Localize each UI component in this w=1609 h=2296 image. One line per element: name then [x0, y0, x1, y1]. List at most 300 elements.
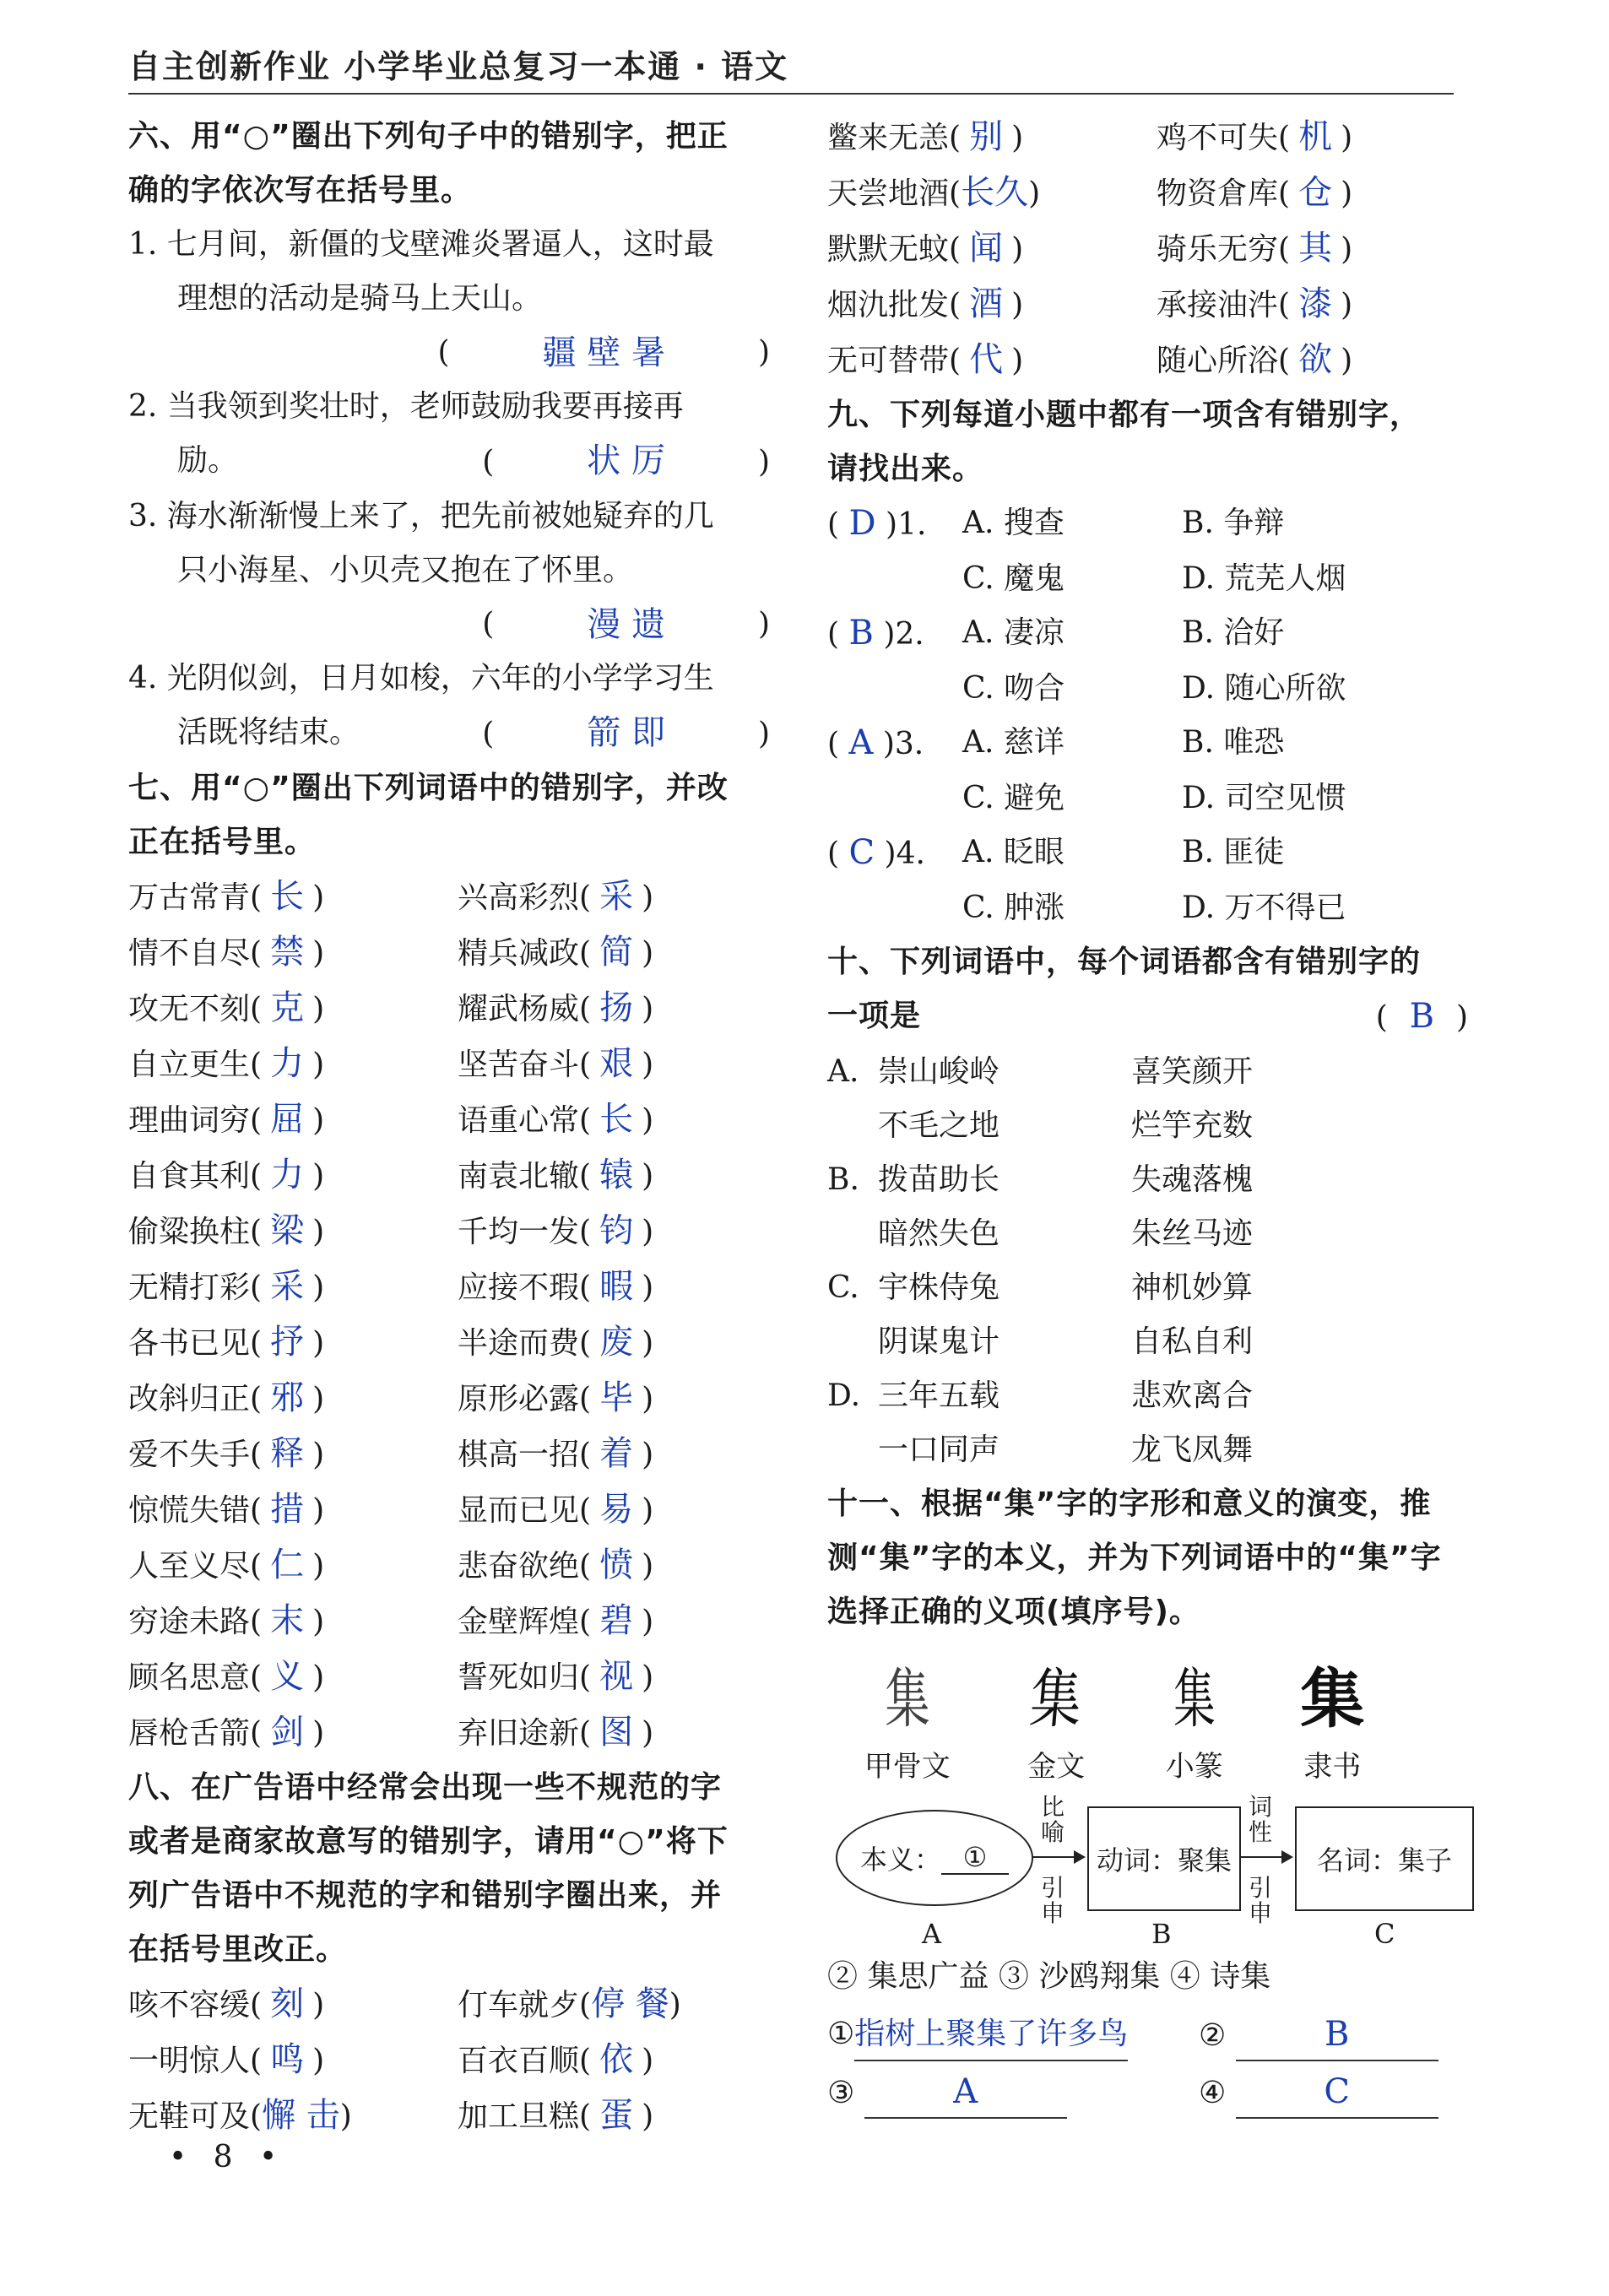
word: 情不自尽 — [128, 936, 251, 971]
script-label: 隶书 — [1303, 1750, 1362, 1784]
script-label: 小篆 — [1165, 1750, 1223, 1784]
script-label: 甲骨文 — [864, 1750, 951, 1784]
word-pair: 自食其利( 力 ) — [128, 1148, 458, 1204]
correction-answer[interactable]: 懈 击 — [262, 2096, 340, 2135]
mc-answer[interactable]: A — [848, 723, 874, 762]
arrow-2-head — [1281, 1850, 1293, 1864]
mc-option-a: A. 慈详 — [962, 725, 1065, 760]
correction-answer[interactable]: 抒 — [270, 1323, 305, 1362]
section-9 — [827, 388, 1469, 935]
word-pair: 无鞋可及(懈 击) — [128, 2088, 458, 2144]
word: 自食其利 — [128, 1159, 251, 1194]
correction-answer[interactable]: 仓 — [1298, 173, 1333, 212]
mc-answer-paren: ( A )3. — [827, 723, 924, 762]
correction-answer[interactable]: 易 — [599, 1490, 634, 1529]
option-word: 烂竽充数 — [1131, 1108, 1254, 1143]
word: 爱不失手 — [128, 1438, 251, 1472]
word: 各书已见 — [128, 1326, 251, 1361]
page-number: • 8 • — [169, 2140, 286, 2174]
s6-item-1 — [128, 218, 770, 380]
section-10-title-2: 一项是 ( B ) — [827, 989, 1469, 1045]
s6-answer[interactable]: 疆 壁 暑 — [542, 333, 665, 372]
correction-answer[interactable]: 艰 — [599, 1044, 634, 1083]
mc-number: 3. — [894, 727, 924, 761]
correction-answer[interactable]: 毕 — [599, 1378, 634, 1417]
mc-answer-paren: ( C )4. — [827, 833, 925, 872]
arrow-1-label — [1038, 1795, 1067, 1926]
word-pair: 改斜归正( 邪 ) — [128, 1371, 458, 1427]
page-header: 自主创新作业 小学毕业总复习一本通 · 语文 — [128, 48, 789, 85]
mc-option-c: C. 吻合 — [962, 671, 1065, 706]
section-9-title-2: 请找出来。 — [827, 452, 984, 486]
arrow-label-char: 申 — [1040, 1899, 1065, 1927]
option-row-2 — [827, 1423, 1469, 1477]
word-pair: 仃车就歺(停 餐) — [458, 1977, 770, 2033]
correction-answer[interactable]: 仁 — [270, 1546, 305, 1584]
word: 语重心常 — [458, 1103, 580, 1138]
s10-option-list — [827, 1045, 1469, 1477]
word-pair: 承接油汼( 漆 ) — [1157, 277, 1469, 333]
option-letter: C. — [827, 1270, 859, 1305]
answer-num: ③ — [827, 2076, 855, 2110]
node-b-label: 动词：聚集 — [1096, 1844, 1232, 1876]
answer-num: ① — [827, 2017, 855, 2051]
word: 默默无蚊 — [827, 232, 950, 267]
section-10-title-2-text: 一项是 — [827, 999, 922, 1033]
mc-question-row — [827, 826, 1469, 881]
word-pair: 物资倉库( 仓 ) — [1157, 165, 1469, 221]
option-word: 自私自利 — [1131, 1324, 1254, 1359]
word: 耀武杨威 — [458, 992, 580, 1026]
mc-question-row — [827, 496, 1469, 552]
word-pair: 精兵减政( 简 ) — [458, 925, 770, 981]
correction-answer[interactable]: 愤 — [599, 1546, 634, 1584]
word-pair: 爱不失手( 释 ) — [128, 1427, 458, 1482]
correction-answer[interactable]: 欲 — [1298, 340, 1333, 379]
mc-answer-paren: ( D )1. — [827, 504, 927, 543]
section-8 — [128, 1761, 770, 2144]
word: 无可替带 — [827, 344, 950, 378]
option-word: 喜笑颜开 — [1131, 1054, 1254, 1089]
word-pair: 耀武杨威( 扬 ) — [458, 981, 770, 1037]
word: 棋高一招 — [458, 1438, 580, 1472]
word-pair: 顾名思意( 义 ) — [128, 1649, 458, 1705]
correction-answer[interactable]: 闻 — [969, 229, 1004, 268]
mc-option-c: C. 魔鬼 — [962, 561, 1065, 596]
word: 人至义尽 — [128, 1549, 251, 1584]
correction-answer[interactable]: 代 — [969, 340, 1004, 379]
mc-option-b: B. 洽好 — [1182, 615, 1285, 650]
correction-answer[interactable]: 力 — [270, 1156, 305, 1194]
answer-num: ④ — [1199, 2076, 1227, 2110]
option-row-2 — [827, 1099, 1469, 1153]
correction-answer[interactable]: 长久 — [961, 173, 1029, 212]
mc-number: 1. — [897, 507, 927, 542]
letter-b: B — [1151, 1918, 1172, 1950]
option-word: 悲欢离合 — [1131, 1378, 1254, 1413]
word-pair: 金壁辉煌( 碧 ) — [458, 1594, 770, 1649]
word-pair: 骑乐无穷( 其 ) — [1157, 221, 1469, 277]
word: 显而已见 — [458, 1493, 580, 1528]
word-pair: 千均一发( 钧 ) — [458, 1204, 770, 1259]
correction-answer[interactable]: 梁 — [270, 1211, 305, 1250]
section-7-title-2: 正在括号里。 — [128, 825, 317, 859]
word: 精兵减政 — [458, 936, 580, 971]
word: 应接不瑕 — [458, 1270, 580, 1305]
s6-item-4 — [128, 652, 770, 761]
s6-item-text-2: 理想的活动是骑马上天山。 — [177, 281, 543, 316]
correction-answer[interactable]: 刻 — [270, 1985, 305, 2023]
correction-answer[interactable]: 钧 — [599, 1211, 634, 1250]
mc-option-c: C. 避免 — [962, 781, 1065, 815]
section-6-title-1: 六、用“○”圈出下列句子中的错别字，把正 — [128, 119, 729, 154]
word: 坚苦奋斗 — [458, 1048, 580, 1082]
word: 骑乐无穷 — [1157, 232, 1279, 267]
mc-answer[interactable]: B — [848, 614, 874, 653]
s6-item-text-1: 4. 光阴似剑，日月如梭，六年的小学学习生 — [128, 661, 714, 696]
section-8-title-1: 八、在广告语中经常会出现一些不规范的字 — [128, 1770, 723, 1805]
mc-option-b: B. 争辩 — [1182, 506, 1285, 540]
right-column — [827, 110, 1469, 2119]
word-pair: 语重心常( 长 ) — [458, 1092, 770, 1148]
word-pair: 默默无蚊( 闻 ) — [827, 221, 1157, 277]
script-glyph: 集 — [1173, 1661, 1216, 1736]
correction-answer[interactable]: 依 — [599, 2040, 634, 2079]
word: 加工旦糕 — [458, 2099, 580, 2134]
word: 万古常青 — [128, 880, 251, 915]
arrow-label-char: 比 — [1040, 1793, 1065, 1821]
word: 无鞋可及 — [128, 2099, 251, 2134]
correction-answer[interactable]: 屈 — [270, 1100, 305, 1139]
s6-answer[interactable]: 箭 即 — [587, 713, 665, 752]
correction-answer[interactable]: 采 — [270, 1267, 305, 1306]
left-column — [128, 110, 770, 2144]
word-pair: 兴高彩烈( 采 ) — [458, 869, 770, 925]
correction-answer[interactable]: 剑 — [270, 1713, 305, 1752]
word-pair: 应接不瑕( 暇 ) — [458, 1259, 770, 1315]
correction-answer[interactable]: 末 — [270, 1601, 305, 1640]
mc-option-b: B. 唯恐 — [1182, 725, 1285, 760]
mc-number: 4. — [896, 837, 925, 871]
arrow-label-char: 喻 — [1040, 1818, 1065, 1846]
s6-item-3 — [128, 490, 770, 652]
word: 唇枪舌箭 — [128, 1716, 251, 1751]
section-9-title-1: 九、下列每道小题中都有一项含有错别字， — [827, 398, 1422, 432]
mc-option-d: D. 随心所欲 — [1182, 671, 1346, 706]
word: 千均一发 — [458, 1215, 580, 1249]
word-pair: 棋高一招( 着 ) — [458, 1427, 770, 1482]
option-word: 阴谋鬼计 — [878, 1324, 1000, 1359]
mc-answer-paren: ( B )2. — [827, 614, 924, 653]
option-row — [827, 1261, 1469, 1315]
option-letter: D. — [827, 1378, 861, 1413]
option-word: 失魂落槐 — [1131, 1162, 1254, 1197]
arrow-2-label — [1246, 1795, 1275, 1926]
s8-word-grid — [128, 1977, 770, 2144]
word-pair: 百衣百顺( 依 ) — [458, 2033, 770, 2088]
word-pair: 唇枪舌箭( 剑 ) — [128, 1705, 458, 1761]
word: 烟氿批发 — [827, 288, 950, 322]
mc-option-a: A. 搜查 — [962, 506, 1065, 540]
s6-item-text-2: 只小海星、小贝壳又抱在了怀里。 — [177, 553, 634, 588]
s6-answer[interactable]: 状 厉 — [587, 441, 665, 480]
section-8-title-2: 或者是商家故意写的错别字，请用“○”将下 — [128, 1824, 729, 1859]
word-pair: 鸡不可失( 机 ) — [1157, 110, 1469, 165]
word: 兴高彩烈 — [458, 880, 580, 915]
correction-answer[interactable]: 着 — [599, 1434, 634, 1473]
answer-blank[interactable]: C — [1236, 2066, 1438, 2119]
s6-item-text-1: 2. 当我领到奖壮时，老师鼓励我要再接再 — [128, 389, 684, 424]
answer-blank[interactable]: 指树上聚集了许多鸟 — [854, 2009, 1128, 2061]
correction-answer[interactable]: 视 — [599, 1657, 634, 1696]
correction-answer[interactable]: 漆 — [1298, 284, 1333, 323]
word-pair: 随心所浴( 欲 ) — [1157, 333, 1469, 388]
arrow-label-char: 引 — [1040, 1874, 1065, 1902]
s7-word-grid — [128, 869, 770, 1761]
letter-a: A — [922, 1918, 942, 1950]
word: 理曲词穷 — [128, 1103, 251, 1138]
word-pair: 理曲词穷( 屈 ) — [128, 1092, 458, 1148]
word-pair: 原形必露( 毕 ) — [458, 1371, 770, 1427]
word-pair: 无可替带( 代 ) — [827, 333, 1157, 388]
word-pair: 咳不容缓( 刻 ) — [128, 1977, 458, 2033]
correction-answer[interactable]: 释 — [270, 1434, 305, 1473]
section-10 — [827, 935, 1469, 1477]
answer-num: ② — [1199, 2018, 1227, 2053]
word: 鳖来无恙 — [827, 121, 950, 155]
script-evolution-row — [827, 1653, 1401, 1788]
word-pair: 鳖来无恙( 别 ) — [827, 110, 1157, 165]
diagram-node-b — [1087, 1806, 1241, 1911]
script-form — [1300, 1653, 1364, 1788]
mc-question-row — [827, 716, 1469, 772]
word-pair: 悲奋欲绝( 愤 ) — [458, 1538, 770, 1594]
diagram-node-a — [836, 1810, 1033, 1906]
mc-option-d: D. 司空见惯 — [1182, 781, 1346, 815]
s6-answer-line: 励。 ( 状 厉 ) — [128, 434, 770, 490]
option-word: 不毛之地 — [878, 1108, 1000, 1143]
word: 一明惊人 — [128, 2044, 251, 2078]
arrow-label-char: 引 — [1248, 1874, 1272, 1902]
script-glyph: 集 — [1027, 1661, 1086, 1736]
correction-answer[interactable]: 碧 — [599, 1601, 634, 1640]
script-form — [1162, 1653, 1227, 1788]
word: 自立更生 — [128, 1048, 251, 1082]
correction-answer[interactable]: 辕 — [599, 1156, 634, 1194]
node-a-blank[interactable]: ① — [941, 1841, 1009, 1875]
option-word: 神机妙算 — [1131, 1270, 1254, 1305]
script-label: 金文 — [1027, 1750, 1086, 1784]
section-7 — [128, 761, 770, 1761]
option-row — [827, 1153, 1469, 1207]
word-pair: 誓死如归( 视 ) — [458, 1649, 770, 1705]
word: 弃旧途新 — [458, 1716, 580, 1751]
correction-answer[interactable]: 暇 — [599, 1267, 634, 1306]
word: 随心所浴 — [1157, 344, 1279, 378]
mc-question-row-2 — [827, 772, 1469, 826]
s11-word-list: ② 集思广益 ③ 沙鸥翔集 ④ 诗集 — [827, 1959, 1271, 1994]
option-word: 宇株侍兔 — [878, 1270, 1000, 1305]
meaning-diagram — [827, 1793, 1469, 1950]
option-word: 龙飞凤舞 — [1131, 1432, 1254, 1467]
correction-answer[interactable]: 废 — [599, 1323, 634, 1362]
section-11-title-1: 十一、根据“集”字的字形和意义的演变，推 — [827, 1486, 1432, 1521]
word-pair: 显而已见( 易 ) — [458, 1482, 770, 1538]
section-6 — [128, 110, 770, 761]
word-pair: 各书已见( 抒 ) — [128, 1315, 458, 1371]
option-letter: B. — [827, 1162, 859, 1197]
correction-answer[interactable]: 蛋 — [599, 2096, 634, 2135]
mc-number: 2. — [895, 617, 924, 652]
s6-item-text-1: 1. 七月间，新僵的戈壁滩炎署逼人，这时最 — [128, 227, 714, 262]
word: 仃车就歺 — [458, 1988, 580, 2023]
mc-option-a: A. 凄凉 — [962, 615, 1065, 650]
option-row-2 — [827, 1315, 1469, 1369]
word-pair: 南袁北辙( 辕 ) — [458, 1148, 770, 1204]
word-pair: 惊慌失错( 措 ) — [128, 1482, 458, 1538]
word-pair: 偷粱换柱( 梁 ) — [128, 1204, 458, 1259]
arrow-label-char: 性 — [1248, 1818, 1272, 1846]
correction-answer[interactable]: 鸣 — [270, 2040, 305, 2079]
word-pair: 无精打彩( 采 ) — [128, 1259, 458, 1315]
answer-blank[interactable]: A — [864, 2066, 1067, 2119]
word-pair: 人至义尽( 仁 ) — [128, 1538, 458, 1594]
node-c-label: 名词：集子 — [1316, 1844, 1452, 1876]
word-pair: 自立更生( 力 ) — [128, 1037, 458, 1092]
word: 原形必露 — [458, 1382, 580, 1416]
word: 天尝地酒 — [827, 176, 950, 211]
s9-question-list — [827, 496, 1469, 935]
correction-answer[interactable]: 长 — [270, 877, 305, 916]
mc-option-d: D. 荒芜人烟 — [1182, 561, 1346, 596]
node-a-label: 本义： — [859, 1844, 941, 1876]
word: 穷途未路 — [128, 1605, 251, 1639]
mc-option-d: D. 万不得已 — [1182, 891, 1346, 925]
option-row-2 — [827, 1207, 1469, 1261]
word: 百衣百顺 — [458, 2044, 580, 2078]
correction-answer[interactable]: 长 — [599, 1100, 634, 1139]
correction-answer[interactable]: 酒 — [969, 284, 1004, 323]
section-11 — [827, 1477, 1469, 2119]
option-word: 崇山峻岭 — [878, 1054, 1000, 1089]
correction-answer[interactable]: 措 — [270, 1490, 305, 1529]
mc-answer[interactable]: D — [848, 504, 876, 543]
correction-answer[interactable]: 力 — [270, 1044, 305, 1083]
s8-continued-grid — [827, 110, 1469, 388]
s11-answer-row-2 — [827, 2066, 1469, 2119]
word: 偷粱换柱 — [128, 1215, 251, 1249]
option-word: 一口同声 — [878, 1432, 1000, 1467]
section-6-title-2: 确的字依次写在括号里。 — [128, 173, 473, 208]
option-word: 拨苗助长 — [878, 1162, 1000, 1197]
word: 金壁辉煌 — [458, 1605, 580, 1639]
correction-answer[interactable]: 禁 — [270, 933, 305, 972]
mc-option-a: A. 眨眼 — [962, 835, 1065, 869]
word: 攻无不刻 — [128, 992, 251, 1026]
word-pair: 攻无不刻( 克 ) — [128, 981, 458, 1037]
correction-answer[interactable]: 图 — [599, 1713, 634, 1752]
script-form — [864, 1653, 951, 1788]
s6-answer-line: ( 疆 壁 暑 ) — [128, 326, 770, 380]
word-pair: 弃旧途新( 图 ) — [458, 1705, 770, 1761]
option-word: 三年五载 — [878, 1378, 1000, 1413]
word-pair: 加工旦糕( 蛋 ) — [458, 2088, 770, 2144]
script-glyph: 集 — [885, 1661, 930, 1736]
s6-answer-line: 活既将结束。 ( 箭 即 ) — [128, 706, 770, 761]
s6-item-text-2: 励。 — [177, 443, 239, 478]
correction-answer[interactable]: 扬 — [599, 988, 634, 1027]
word: 承接油汼 — [1157, 288, 1279, 322]
word-pair: 万古常青( 长 ) — [128, 869, 458, 925]
correction-answer[interactable]: 义 — [270, 1657, 305, 1696]
s11-answer-row-1 — [827, 2009, 1469, 2061]
mc-question-row-2 — [827, 662, 1469, 716]
correction-answer[interactable]: 邪 — [270, 1378, 305, 1417]
word: 物资倉库 — [1157, 176, 1279, 211]
option-row — [827, 1369, 1469, 1423]
word: 半途而费 — [458, 1326, 580, 1361]
s6-item-text-1: 3. 海水渐渐慢上来了，把先前被她疑弃的几 — [128, 499, 714, 533]
s6-item-2 — [128, 380, 770, 490]
answer-blank[interactable]: B — [1236, 2009, 1438, 2061]
section-11-title-3: 选择正确的义项(填序号)。 — [827, 1595, 1200, 1629]
mc-answer[interactable]: C — [848, 833, 875, 872]
s6-answer-line: ( 漫 遗 ) — [128, 598, 770, 652]
s10-answer[interactable]: B — [1409, 997, 1436, 1036]
correction-answer[interactable]: 别 — [969, 117, 1004, 156]
word: 无精打彩 — [128, 1270, 251, 1305]
word-pair: 穷途未路( 末 ) — [128, 1594, 458, 1649]
correction-answer[interactable]: 采 — [599, 877, 634, 916]
section-8-title-4: 在括号里改正。 — [128, 1932, 348, 1967]
mc-option-c: C. 肿涨 — [962, 891, 1065, 925]
correction-answer[interactable]: 其 — [1298, 229, 1333, 268]
script-form — [1024, 1653, 1088, 1788]
arrow-label-char: 申 — [1248, 1899, 1272, 1927]
diagram-node-c — [1295, 1806, 1474, 1911]
correction-answer[interactable]: 机 — [1298, 117, 1333, 156]
word-pair: 情不自尽( 禁 ) — [128, 925, 458, 981]
section-7-title-1: 七、用“○”圈出下列词语中的错别字，并改 — [128, 771, 729, 805]
mc-question-row-2 — [827, 881, 1469, 935]
section-8-title-3: 列广告语中不规范的字和错别字圈出来，并 — [128, 1878, 723, 1913]
correction-answer[interactable]: 停 餐 — [591, 1985, 669, 2023]
word-pair: 天尝地酒(长久) — [827, 165, 1157, 221]
correction-answer[interactable]: 简 — [599, 933, 634, 972]
word-pair: 一明惊人( 鸣 ) — [128, 2033, 458, 2088]
script-glyph: 集 — [1300, 1661, 1365, 1736]
mc-option-b: B. 匪徒 — [1182, 835, 1285, 869]
header-rule — [128, 93, 1454, 95]
word-pair: 半途而费( 废 ) — [458, 1315, 770, 1371]
arrow-1-head — [1074, 1850, 1086, 1864]
mc-question-row-2 — [827, 552, 1469, 606]
s6-item-text-2: 活既将结束。 — [177, 715, 360, 750]
letter-c: C — [1374, 1918, 1395, 1950]
word: 鸡不可失 — [1157, 121, 1279, 155]
correction-answer[interactable]: 克 — [270, 988, 305, 1027]
option-word: 朱丝马迹 — [1131, 1216, 1254, 1251]
word: 南袁北辙 — [458, 1159, 580, 1194]
word: 悲奋欲绝 — [458, 1549, 580, 1584]
option-word: 暗然失色 — [878, 1216, 1000, 1251]
arrow-label-char: 词 — [1248, 1793, 1272, 1821]
word-pair: 坚苦奋斗( 艰 ) — [458, 1037, 770, 1092]
word: 惊慌失错 — [128, 1493, 251, 1528]
option-letter: A. — [827, 1054, 859, 1089]
s6-answer[interactable]: 漫 遗 — [587, 605, 665, 644]
word-pair: 烟氿批发( 酒 ) — [827, 277, 1157, 333]
